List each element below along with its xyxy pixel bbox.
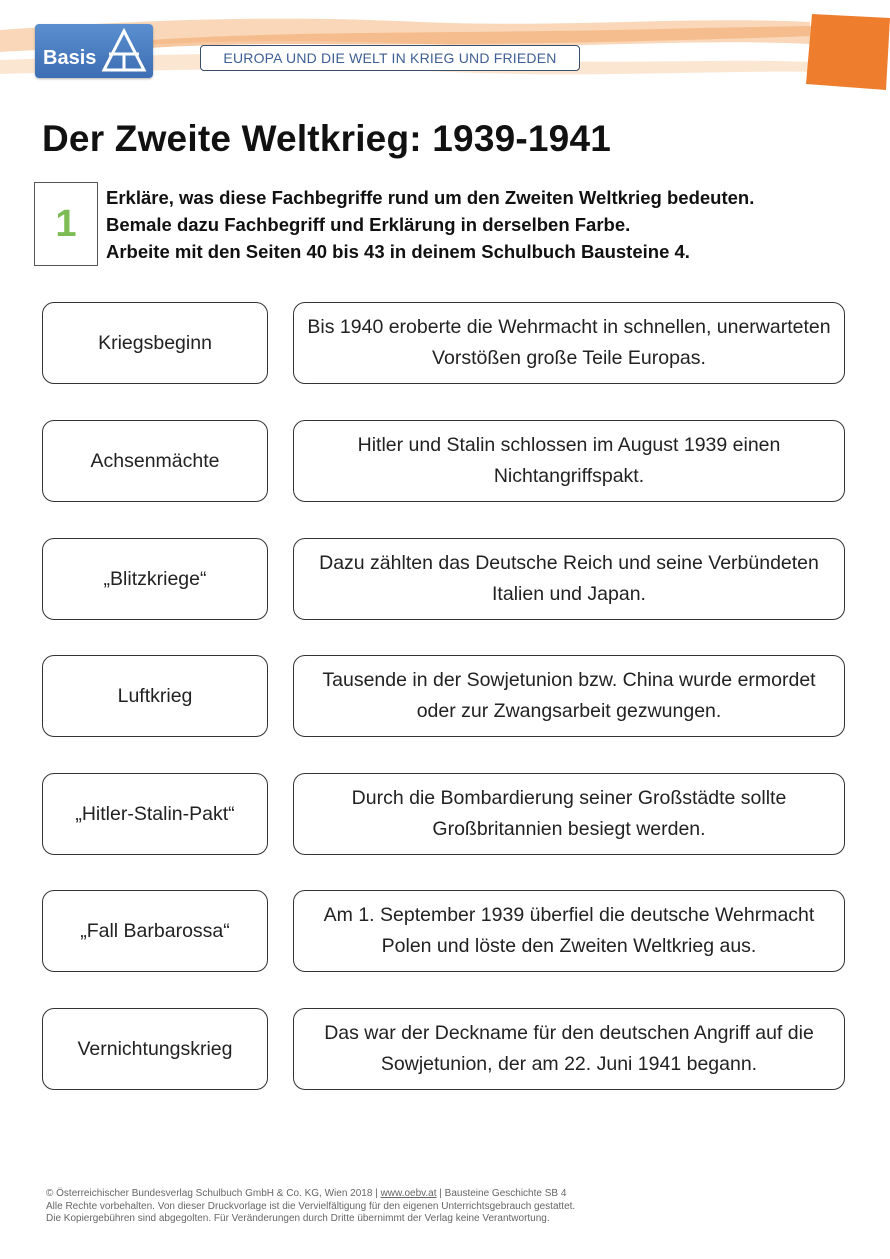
term-row — [42, 302, 845, 386]
footer-text: | Bausteine Geschichte SB 4 — [436, 1188, 567, 1199]
task-line: Erkläre, was diese Fachbegriffe rund um den Zweiten Weltkrieg bedeuten. — [106, 187, 755, 208]
footer-line-2: Alle Rechte vorbehalten. Von dieser Druckvorlage ist die Vervielfältigung für den eigenen Unterrichtsgebrauch gestattet. — [46, 1200, 576, 1212]
task-line: Bemale dazu Fachbegriff und Erklärung in derselben Farbe. — [106, 214, 631, 235]
description-box: Am 1. September 1939 überfiel die deutsche Wehrmacht Polen und löste den Zweiten Weltkrieg aus. — [293, 890, 845, 972]
term-row — [42, 420, 845, 504]
task-instructions — [106, 184, 846, 265]
description-box: Tausende in der Sowjetunion bzw. China wurde ermordet oder zur Zwangsarbeit gezwungen. — [293, 655, 845, 737]
term-row — [42, 538, 845, 622]
footer-line-1 — [46, 1188, 575, 1201]
term-row — [42, 1008, 845, 1092]
term-row — [42, 655, 845, 739]
publisher-link[interactable]: www.oebv.at — [380, 1188, 437, 1199]
term-box: „Blitzkriege“ — [42, 538, 268, 620]
copyright-footer — [46, 1188, 575, 1226]
term-box: „Fall Barbarossa“ — [42, 890, 268, 972]
term-row — [42, 890, 845, 974]
term-box: Vernichtungskrieg — [42, 1008, 268, 1090]
description-box: Durch die Bombardierung seiner Großstädte sollte Großbritannien besiegt werden. — [293, 773, 845, 855]
footer-line-3: Die Kopiergebühren sind abgegolten. Für Veränderungen durch Dritte übernimmt der Verlag keine Verantwortung. — [46, 1213, 550, 1224]
description-box: Das war der Deckname für den deutschen Angriff auf die Sowjetunion, der am 22. Juni 1941 begann. — [293, 1008, 845, 1090]
pyramid-logo-icon — [101, 28, 147, 74]
description-box: Dazu zählten das Deutsche Reich und seine Verbündeten Italien und Japan. — [293, 538, 845, 620]
term-box: Luftkrieg — [42, 655, 268, 737]
topic-label: EUROPA UND DIE WELT IN KRIEG UND FRIEDEN — [200, 45, 580, 71]
description-box: Bis 1940 eroberte die Wehrmacht in schnellen, unerwarteten Vorstößen große Teile Europas. — [293, 302, 845, 384]
page-title: Der Zweite Weltkrieg: 1939-1941 — [42, 118, 612, 159]
task-number: 1 — [34, 182, 98, 266]
description-box: Hitler und Stalin schlossen im August 1939 einen Nichtangriffspakt. — [293, 420, 845, 502]
term-box: Kriegsbeginn — [42, 302, 268, 384]
term-box: Achsenmächte — [42, 420, 268, 502]
term-box: „Hitler-Stalin-Pakt“ — [42, 773, 268, 855]
task-line: Arbeite mit den Seiten 40 bis 43 in deinem Schulbuch Bausteine 4. — [106, 241, 690, 262]
basis-logo — [35, 24, 153, 78]
logo-text: Basis — [43, 47, 97, 69]
term-row — [42, 773, 845, 857]
footer-text: © Österreichischer Bundesverlag Schulbuch GmbH & Co. KG, Wien 2018 | — [46, 1188, 381, 1199]
